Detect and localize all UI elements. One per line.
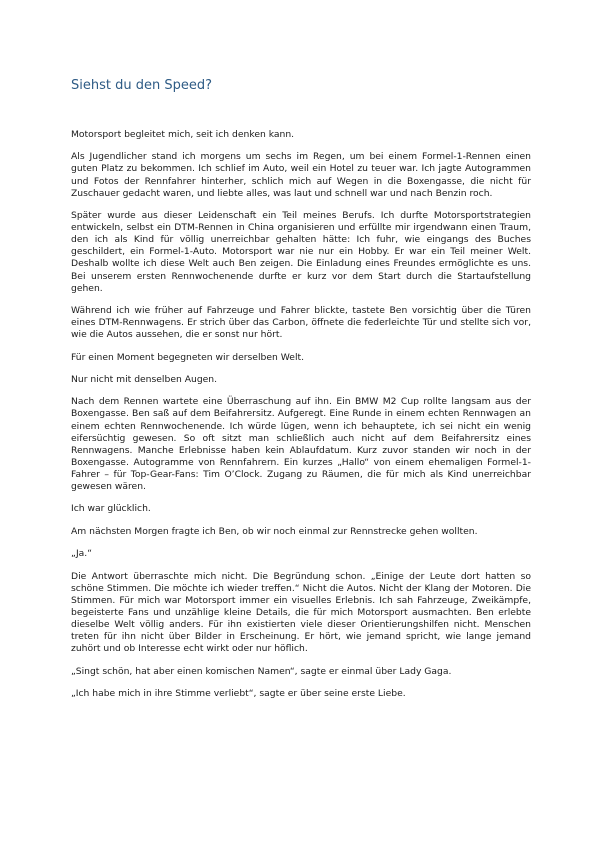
paragraph: Nach dem Rennen wartete eine Überraschung auf ihn. Ein BMW M2 Cup rollte langsam aus der Boxengasse. Ben saß auf dem Beifahrersitz. Aufgeregt. Eine Runde in einem echten Rennwagen an einem echten Rennwochenende. Ich würde lügen, wenn ich behauptete, ich sei nicht ein wenig eifersüchtig gewesen. So oft sitzt man schließlich auch nicht auf dem Beifahrersitz eines Rennwagens. Manche Erlebnisse haben kein Ablaufdatum. Kurz zuvor standen wir noch in der Boxengasse. Autogramme von Rennfahrern. Ein kurzes „Hallo“ von einem ehemaligen Formel-1-Fahrer – für Top-Gear-Fans: Tim O’Clock. Zugang zu Räumen, die für mich als Kind unerreichbar gewesen wären. (71, 396, 531, 493)
paragraph: Am nächsten Morgen fragte ich Ben, ob wir noch einmal zur Rennstrecke gehen wollten. (71, 525, 478, 537)
paragraph: Während ich wie früher auf Fahrzeuge und Fahrer blickte, tastete Ben vorsichtig über die Türen eines DTM-Rennwagens. Er strich über das Carbon, öffnete die federleichte Tür und stellte sich vor, wie die Autos aussehen, die er sonst nur hört. (71, 305, 531, 341)
paragraph: Motorsport begleitet mich, seit ich denken kann. (71, 129, 295, 140)
document-title: Siehst du den Speed? (71, 78, 213, 93)
paragraph: „Ich habe mich in ihre Stimme verliebt“, sagte er über seine erste Liebe. (71, 687, 406, 699)
paragraph: Nur nicht mit denselben Augen. (71, 373, 218, 385)
paragraph: „Ja.“ (71, 548, 92, 560)
paragraph: Ich war glücklich. (71, 503, 151, 515)
paragraph: Für einen Moment begegneten wir derselben Welt. (71, 351, 305, 363)
document-body (71, 129, 531, 710)
paragraph: Später wurde aus dieser Leidenschaft ein Teil meines Berufs. Ich durfte Motorsportstrategien entwickeln, selbst ein DTM-Rennen in China organisieren und erfüllte mir irgendwann einen Traum, den ich als Kind für völlig unerreichbar gehalten hätte: Ich fuhr, wie eingangs des Buches geschildert, ein Formel-1-Auto. Motorsport war nie nur ein Hobby. Er war ein Teil meiner Welt. Deshalb wollte ich diese Welt auch Ben zeigen. Die Einladung eines Freundes ermöglichte es uns. Bei unserem ersten Rennwochenende durfte er kurz vor dem Start durch die Startaufstellung gehen. (71, 210, 531, 294)
paragraph: Die Antwort überraschte mich nicht. Die Begründung schon. „Einige der Leute dort hatten so schöne Stimmen. Die möchte ich wieder treffen.“ Nicht die Autos. Nicht der Klang der Motoren. Die Stimmen. Für mich war Motorsport immer ein visuelles Erlebnis. Ich sah Fahrzeuge, Zweikämpfe, begeisterte Fans und unzählige kleine Details, die für mich Motorsport ausmachten. Ben erlebte dieselbe Welt völlig anders. Für ihn existierten viele dieser Orientierungshilfen nicht. Menschen treten für ihn nicht über Bilder in Erscheinung. Er hört, wie jemand spricht, wie lange jemand zuhört und ob Interesse echt wirkt oder nur höflich. (71, 570, 531, 655)
paragraph: Als Jugendlicher stand ich morgens um sechs im Regen, um bei einem Formel-1-Rennen einen guten Platz zu bekommen. Ich schlief im Auto, weil ein Hotel zu teuer war. Ich jagte Autogrammen und Fotos der Rennfahrer hinterher, schlich mich auf Wegen in die Boxengasse, die nicht für Zuschauer gedacht waren, und liebte alles, was laut und schnell war und nach Benzin roch. (71, 151, 531, 199)
paragraph: „Singt schön, hat aber einen komischen Namen“, sagte er einmal über Lady Gaga. (71, 665, 452, 677)
